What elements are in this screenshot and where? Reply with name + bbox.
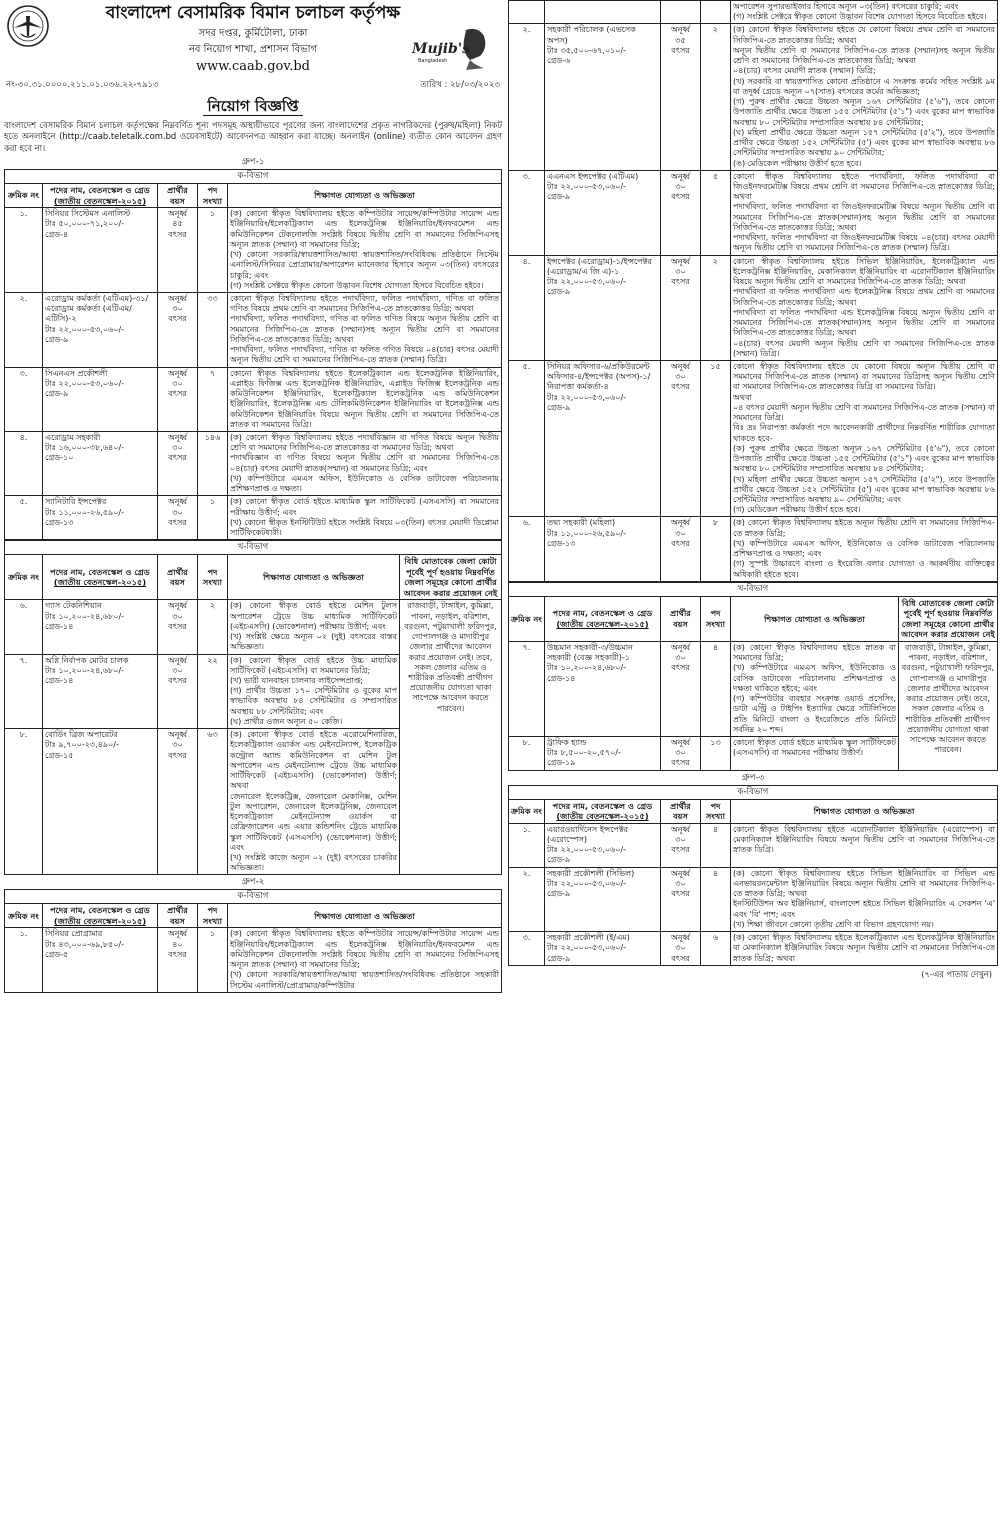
quota-note-cell: রাজবাড়ী, টাঙ্গাইল, কুমিল্লা, পাবনা, নড়াইল, বরিশাল, বরগুনা, পটুয়াখালী ফরিদপুর, গোপালগঞ্জ ও মাদারীপুর জেলার প্রার্থীদের আবেদন করার প্রয়োজন নেই। তবে, সকল জেলার এতিম ও শারীরিক প্রতিবন্ধী প্রার্থীগণ প্রয়োজনীয় যোগ্যতা থাকা সাপেক্ষে আবেদন করতে পারবেন। [400, 600, 502, 875]
serial-cell: ২. [509, 24, 545, 170]
age-cell: অনূর্ধ্ব ৩০ বৎসর [661, 867, 701, 931]
table-row [5, 367, 502, 431]
post-cell: এরোড্রাম সহকারী টাঃ ১৬,০০০-৩৮,৬৪০/- গ্রেড-১০ [43, 432, 158, 496]
table-header-row [5, 904, 502, 928]
age-cell: অনূর্ধ্ব ৩০ বৎসর [158, 729, 198, 875]
qualification-cell: (ক) কোনো স্বীকৃত বিশ্ববিদ্যালয় হইতে পদার্থবিজ্ঞান বা গণিত বিষয়ে অন্যূন দ্বিতীয় শ্রেণি বা সমমানের সিজিপিএ-তে স্নাতকোত্তর বা সমমানের ডিগ্রি; অথবা পদার্থবিজ্ঞান বা গণিত বিষয়ে অন্যূন দ্বিতীয় শ্রেণি বা সমমানের সিজিপিএ-তে ০৪(চার) বৎসর মেয়াদী স্নাতক(সম্মান) বা সমমানের ডিগ্রি; এবং (খ) কম্পিউটারে এমএস অফিস, ইউনিকোড ও বেসিক ডাটাবেজ পরিচালনায় প্রশিক্ষণপ্রাপ্ত ও দক্ষতা। [228, 432, 502, 496]
col-serial: ক্রমিক নং [5, 555, 43, 600]
mujib-logo-sub: Bangladesh [418, 58, 448, 64]
age-cell: অনূর্ধ্ব ৩০ বৎসর [158, 367, 198, 431]
left-column [4, 0, 502, 993]
serial-cell: ৪. [5, 432, 43, 496]
org-branch: নব নিয়োগ শাখা, প্রশাসন বিভাগ [188, 43, 318, 55]
count-cell: ৩৩ [198, 292, 228, 367]
serial-cell: ৪. [509, 255, 545, 360]
age-cell: অনূর্ধ্ব ৩০ বৎসর [158, 600, 198, 654]
group-2-ka-label: ক-বিভাগ [4, 889, 502, 903]
table-row [5, 600, 502, 654]
count-cell: ৫ [701, 170, 731, 255]
count-cell: ৮ [701, 517, 731, 581]
serial-cell: ৫. [5, 496, 43, 540]
group-3-label: গ্রুপ-৩ [741, 772, 765, 783]
qualification-cell: (ক) কোনো স্বীকৃত বিশ্ববিদ্যালয় হইতে স্নাতক বা সমমানের ডিগ্রি; (খ) কম্পিউটারে এমএস অফিস, ইউনিকোড ও বেসিক ডাটাবেজ পরিচালনায় প্রশিক্ষণপ্রাপ্ত ও দক্ষতা থাকিতে হইবে; এবং (গ) কম্পিউটার ব্যবহার সংক্রান্ত ওয়ার্ড প্রসেসিং, ডাটা এন্ট্রি ও টাইপিং ইত্যাদির ক্ষেত্রে সাঁটলিপিতে প্রতি মিনিটে বাংলা ও ইংরেজিতে প্রতি মিনিটে সর্বনিম্ন ২০ শব্দ। [731, 641, 899, 736]
group-3-ka-table [508, 799, 998, 966]
col-serial: ক্রমিক নং [509, 596, 545, 641]
post-cell: অগ্নি নির্বাপক মোটর চালক টাঃ ১০,২০০-২৪,৬৮০/- গ্রেড-১৪ [43, 654, 158, 729]
quota-note-cell: রাজবাড়ী, টাঙ্গাইল, কুমিল্লা, পাবনা, নড়াইল, বরিশাল, বরগুনা, পটুয়াখালী ফরিদপুর, গোপালগঞ্জ ও মাদারীপুর জেলার প্রার্থীদের আবেদন করার প্রয়োজন নেই। তবে, সকল জেলার এতিম ও শারীরিক প্রতিবন্ধী প্রার্থীগণ প্রয়োজনীয় যোগ্যতা থাকা সাপেক্ষে আবেদন করতে পারবেন। [899, 641, 998, 770]
group-1-kha-label: খ-বিভাগ [4, 540, 502, 554]
qualification-cell: (ক) কোনো স্বীকৃত বিশ্ববিদ্যালয় হইতে কম্পিউটার সায়েন্স/কম্পিউটার সায়েন্স এন্ড ইঞ্জিনিয়ারিং/ইলেকট্রিক্যাল এন্ড ইলেকট্রনিক্স ইঞ্জিনিয়ারিং/ইনফরমেশন এন্ড কমিউনিকেশন টেকনোলজি সংশ্লিষ্ট বিষয়ে দ্বিতীয় শ্রেণি বা সমমানের সিজিপিএসহ অন্যূন স্নাতক (সম্মান) বা সমমানের ডিগ্রি; (খ) কোনো সরকারি/স্বায়ত্তশাসিত/আধা স্বায়ত্তশাসিত/সংবিধিবদ্ধ প্রতিষ্ঠানে সহকারী সিস্টেম এনালিস্ট/প্রোগ্রামার/কম্পিউটার [228, 928, 502, 992]
count-cell: ১ [198, 208, 228, 293]
serial-cell: ৮. [5, 729, 43, 875]
group-2-kha-label: খ-বিভাগ [508, 582, 998, 596]
post-cell: বোর্ডিং ব্রিজ অপারেটর টাঃ ৯,৭০০-২৩,৪৯০/- গ্রেড-১৫ [43, 729, 158, 875]
count-cell: ২ [701, 255, 731, 360]
post-cell: গ্যাস টেকনিশিয়ান টাঃ ১০,২০০-২৪,৬৮০/- গ্রেড-১৪ [43, 600, 158, 654]
post-cell: ইন্সপেক্টর (এরোড্রাম)-১/ইন্সপেক্টর (এরোড্রাম/এ জি এ)-১ টাঃ ২২,০০০-৫৩,০৬০/- গ্রেড-৯ [545, 255, 661, 360]
table-header-row [509, 596, 998, 641]
count-cell: ৭ [198, 367, 228, 431]
group-1-label: গ্রুপ-১ [241, 157, 265, 168]
table-header-row [5, 184, 502, 208]
post-cell: এয়ারওয়ার্দিনেস ইন্সপেক্টর (এরোস্পেস) টাঃ ২২,০০০-৫৩,০৬০/- গ্রেড-৯ [545, 823, 661, 867]
post-cell: সিনিয়র প্রোগ্রামার টাঃ ৪৩,০০০-৬৯,৮৫০/- গ্রেড-৫ [43, 928, 158, 992]
age-cell: অনূর্ধ্ব ৩০ বৎসর [158, 292, 198, 367]
continued-note: (৭-এর পাতায় দেখুন) [921, 968, 992, 979]
qualification-cell: কোনো স্বীকৃত বিশ্ববিদ্যালয় হইতে যে কোনো বিষয়ে অন্যূন দ্বিতীয় শ্রেণি বা সমমানের সিজিপিএ-তে স্নাতক (সম্মান) বা সমমানের ডিগ্রিসহ অন্যূন দ্বিতীয় শ্রেণি বা সমমানের সিজিপিএ-তে স্নাতকোত্তর ডিগ্রি বা সমমানের ডিগ্রি। অথবা ০৪ বৎসর মেয়াদী অন্যূন দ্বিতীয় শ্রেণি বা সমমানের সিজিপিএ-তে স্নাতক (সম্মান) বা সমমানের ডিগ্রি। বিঃ দ্রঃ নিরাপত্তা কর্মকর্তা পদে আবেদনকারী প্রার্থীদের নিম্নবর্ণিত শারীরিক যোগ্যতা থাকতে হবে- (ক) পুরুষ প্রার্থীর ক্ষেত্রে উচ্চতা অন্যূন ১৬৭ সেন্টিমিটার (৫'৬"), তবে কোনো উপজাতি প্রার্থীর ক্ষেত্রে উচ্চতা ১৫৫ সেন্টিমিটার (৫'১") এবং বুকের মাপ স্বাভাবিক অবস্থায় ৮০ সেন্টিমিটার সম্প্রসারিত অবস্থায় ৮৪ সেন্টিমিটার; (খ) মহিলা প্রার্থীর ক্ষেত্রে উচ্চতা অন্যূন ১৫৭ সেন্টিমিটার (৫'২"), তবে উপজাতি প্রার্থীর ক্ষেত্রে উচ্চতা ১৫২ সেন্টিমিটার (৫') এবং বুকের মাপ স্বাভাবিক অবস্থায় ৮৬ সেন্টিমিটার সম্প্রসারিত অবস্থায় ৯০ সেন্টিমিটার; এবং (গ) মেডিকেল পরীক্ষায় উত্তীর্ণ হতে হবে। [731, 360, 998, 517]
notice-title: নিয়োগ বিজ্ঞপ্তি [4, 97, 502, 116]
org-website[interactable]: www.caab.gov.bd [196, 59, 310, 75]
caab-emblem-icon [6, 4, 50, 48]
col-quota: বিধি মোতাবেক জেলা কোটা পূর্বেই পূর্ণ হওয়ায় নিম্নবর্ণিত জেলা সমূহের কোনো প্রার্থীর আবেদন করার প্রয়োজন নেই [899, 596, 998, 641]
count-cell: ৬ [701, 932, 731, 966]
col-post: পদের নাম, বেতনস্কেল ও গ্রেড (জাতীয় বেতনস্কেল-২০১৫) [43, 904, 158, 928]
post-cell: সিএনএস প্রকৌশলী টাঃ ২২,০০০-৫৩,০৬০/- গ্রেড-৯ [43, 367, 158, 431]
serial-cell: ৬. [5, 600, 43, 654]
table-row [509, 932, 998, 966]
count-cell: ১ [198, 928, 228, 992]
right-column [508, 0, 998, 982]
table-row [509, 517, 998, 581]
post-cell: সিনিয়র সিস্টেমস এনালিস্ট টাঃ ৫০,০০০-৭১,২০০/- গ্রেড-৪ [43, 208, 158, 293]
age-cell: অনূর্ধ্ব ৩০ বৎসর [661, 641, 701, 736]
count-cell: ১৪৬ [198, 432, 228, 496]
group-2-kha-table [508, 596, 998, 771]
qualification-cell: কোনো স্বীকৃত বিশ্ববিদ্যালয় হইতে ইলেকট্রিক্যাল এন্ড ইলেকট্রনিক ইঞ্জিনিয়ারিং, এপ্লাইড ফিজিক্স এন্ড ইলেকট্রনিক ইঞ্জিনিয়ারিং, এপ্লাইড ফিজিক্স ইলেকট্রনিক এন্ড কমিউনিকেশন ইঞ্জিনিয়ারিং, ইলেকট্রিক্যাল ইলেকট্রনিক এন্ড কমিউনিকেশন ইঞ্জিনিয়ারিং, ইলেকট্রনিক্স এন্ড টেলিকমিউনিকেশন ইঞ্জিনিয়ারিং বা ইলেকট্রনিক্স এন্ড কমিউনিকেশন ইঞ্জিনিয়ারিং বিষয়ে অন্যূন দ্বিতীয় শ্রেণি বা সমমানের সিজিপিএ-তে স্নাতক বা সমমানের ডিগ্রি। [228, 367, 502, 431]
col-age: প্রার্থীর বয়স [158, 184, 198, 208]
qualification-cell: কোনো স্বীকৃত বিশ্ববিদ্যালয় হইতে পদার্থবিদ্যা, ফলিত পদার্থবিদ্যা বা জিওইনফরমেটিক্স বিষয়ে প্রথম শ্রেণি বা সমমানের সিজিপিএ-তে স্নাতকোত্তর ডিগ্রি; অথবা পদার্থবিদ্যা, ফলিত পদার্থবিদ্যা বা জিওইনফরমেটিক্স বিষয়ে অন্যূন দ্বিতীয় শ্রেণি বা সমমানের সিজিপিএ-তে স্নাতক(সম্মান)সহ অন্যূন দ্বিতীয় শ্রেণি বা সমমানের সিজিপিএ-তে স্নাতকোত্তর ডিগ্রি; অথবা পদার্থবিদ্যা, ফলিত পদার্থবিদ্যা বা জিওইনফরমেটিক্স বিষয়ে ০৪(চার) বৎসর মেয়াদী অন্যূন দ্বিতীয় শ্রেণি বা সমমানের সিজিপিএ-তে স্নাতক (সম্মান) ডিগ্রি। [731, 170, 998, 255]
col-count: পদ সংখ্যা [198, 904, 228, 928]
qualification-cell: (ক) কোনো স্বীকৃত বোর্ড হইতে মাধ্যমিক স্কুল সার্টিফিকেট (এসএসসি) বা সমমানের পরীক্ষায় উত্তীর্ণ; এবং (খ) কোনো স্বীকৃত ইনস্টিটিউট হইতে সংশ্লিষ্ট বিষয়ে ০৩(তিন) বৎসর মেয়াদী ডিপ্লোমা সার্টিফিকেটধারী। [228, 496, 502, 540]
serial-cell: ১. [5, 208, 43, 293]
org-title: বাংলাদেশ বেসামরিক বিমান চলাচল কর্তৃপক্ষ [105, 3, 401, 23]
count-cell: ৪ [701, 823, 731, 867]
serial-cell: ৩. [509, 932, 545, 966]
age-cell: অনূর্ধ্ব ৩০ বৎসর [158, 496, 198, 540]
age-cell: অনূর্ধ্ব ৩০ বৎসর [661, 255, 701, 360]
group-1-kha-table [4, 554, 502, 875]
org-address: সদর দপ্তর, কুর্মিটোলা, ঢাকা [198, 27, 308, 39]
count-cell: ১৩ [701, 737, 731, 771]
group-3-ka-label: ক-বিভাগ [508, 785, 998, 799]
col-age: প্রার্থীর বয়স [158, 555, 198, 600]
table-row [5, 292, 502, 367]
memo-line [4, 78, 502, 91]
mujib-centenary-logo-icon [410, 26, 492, 72]
qualification-cell: (ক) কোনো স্বীকৃত বিশ্ববিদ্যালয় হইতে যে কোনো বিষয়ে প্রথম শ্রেণি বা সমমানের সিজিপিএ-তে স্নাতকোত্তর ডিগ্রি; অথবা অন্যূন দ্বিতীয় শ্রেণি বা সমমানের সিজিপিএ-তে স্নাতক (সম্মান)সহ অন্যূন দ্বিতীয় শ্রেণি বা সমমানের সিজিপিএ-তে স্নাতকোত্তর ডিগ্রি; অথবা ০৪(চার) বৎসর মেয়াদী স্নাতক (সম্মান) ডিগ্রি; (খ) সরকারি বা স্বায়ত্তশাসিত কোনো প্রতিষ্ঠানে এ সংক্রান্ত কর্মের সহিত সংশ্লিষ্ট ৯ম বা তদূর্ধ্ব গ্রেডে অন্যূন ০৭(সাত) বৎসরের কর্মের অভিজ্ঞতা; (গ) পুরুষ প্রার্থীর ক্ষেত্রে উচ্চতা অন্যূন ১৬৭ সেন্টিমিটার (৫'৬"), তবে কোনো উপজাতি প্রার্থীর ক্ষেত্রে উচ্চতা ১৫৫ সেন্টিমিটার (৫'১") এবং বুকের মাপ স্বাভাবিক অবস্থায় ৮০ সেন্টিমিটার সম্প্রসারিত অবস্থায় ৮৪ সেন্টিমিটার; (ঘ) মহিলা প্রার্থীর ক্ষেত্রে উচ্চতা অন্যূন ১৫৭ সেন্টিমিটার (৫'২"), তবে উপজাতি প্রার্থীর ক্ষেত্রে উচ্চতা ১৫২ সেন্টিমিটার (৫') এবং বুকের মাপ স্বাভাবিক অবস্থায় ৮৬ সেন্টিমিটার সম্প্রসারিত অবস্থায় ৯০ সেন্টিমিটার; (ঙ) মেডিকেল পরীক্ষায় উত্তীর্ণ হতে হবে। [731, 24, 998, 170]
serial-cell: ৮. [509, 737, 545, 771]
col-age: প্রার্থীর বয়স [158, 904, 198, 928]
group-1-ka-table [4, 183, 502, 540]
qualification-cell: (ক) কোনো স্বীকৃত বোর্ড হইতে মেশিন টুলস অপারেশন ট্রেডে উচ্চ মাধ্যমিক সার্টিফিকেট (এইচএসসি) (ভোকেশনাল) পরীক্ষায় উত্তীর্ণ; এবং (খ) সংশ্লিষ্ট ক্ষেত্রে অন্যূন ০২ (দুই) বৎসরের বাস্তব অভিজ্ঞতা। [228, 600, 400, 654]
qualification-cell: কোনো স্বীকৃত বিশ্ববিদ্যালয় হইতে এরোনটিক্যাল ইঞ্জিনিয়ারিং (এরোস্পেস) বা মেকানিক্যাল ইঞ্জিনিয়ারিং বিষয়ে অন্যূন দ্বিতীয় শ্রেণি বা সমমানের সিজিপিএ-তে স্নাতক ডিগ্রি। [731, 823, 998, 867]
count-cell: ২ [198, 600, 228, 654]
group-2-ka-table [4, 903, 502, 992]
age-cell: অনূর্ধ্ব ৩৫ বৎসর [661, 24, 701, 170]
age-cell: অনূর্ধ্ব ৩০ বৎসর [661, 737, 701, 771]
count-cell: ২ [701, 24, 731, 170]
post-cell: উচ্চমান সহকারী-৩/উচ্চমান সহকারী (বেজ্ঞ সহকারী)-১ টাঃ ১০,২০০-২৪,৬৮০/- গ্রেড-১৪ [545, 641, 661, 736]
col-count: পদ সংখ্যা [701, 596, 731, 641]
serial-cell: ৫. [509, 360, 545, 517]
post-cell: ট্রাফিক হ্যান্ড টাঃ ৮,৫০০-২০,৫৭০/- গ্রেড-১৯ [545, 737, 661, 771]
table-row [5, 496, 502, 540]
serial-cell: ৬. [509, 517, 545, 581]
serial-cell: ২. [509, 867, 545, 931]
age-cell: অনূর্ধ্ব ৩০ বৎসর [661, 823, 701, 867]
age-cell: অনূর্ধ্ব ৩০ বৎসর [158, 654, 198, 729]
age-cell: অনূর্ধ্ব ৩০ বৎসর [661, 517, 701, 581]
table-row [5, 928, 502, 992]
col-serial: ক্রমিক নং [5, 904, 43, 928]
table-row [509, 823, 998, 867]
qualification-cell: কোনো স্বীকৃত বিশ্ববিদ্যালয় হইতে পদার্থবিদ্যা, ফলিত পদার্থবিদ্যা, গণিত বা ফলিত গণিত বিষয়ে প্রথম শ্রেণি বা সমমানের সিজিপিএ-তে স্নাতকোত্তর ডিগ্রি; অথবা পদার্থবিদ্যা, ফলিত পদার্থবিদ্যা, গণিত বা ফলিত গণিত বিষয়ে অন্যূন দ্বিতীয় শ্রেণি বা সমমানের সিজিপিএ-তে স্নাতক (সম্মান)সহ অন্যূন দ্বিতীয় শ্রেণি বা সমমানের সিজিপিএ-তে স্নাতকোত্তর ডিগ্রি; অথবা পদার্থবিদ্যা, ফলিত পদার্থবিদ্যা, গণিত বা ফলিত গণিত বিষয়ে ০৪(চার) বৎসর মেয়াদী অন্যূন দ্বিতীয় শ্রেণি বা সমমানের সিজিপিএ-তে স্নাতক (সম্মান) ডিগ্রি। [228, 292, 502, 367]
table-row [509, 641, 998, 736]
age-cell: অনূর্ধ্ব ৪০ বৎসর [158, 928, 198, 992]
col-count: পদ সংখ্যা [701, 799, 731, 823]
intro-paragraph: বাংলাদেশ বেসামরিক বিমান চলাচল কর্তৃপক্ষের নিম্নবর্ণিত শূন্য পদসমূহ অস্থায়ীভাবে পূরণের জন্য বাংলাদেশের প্রকৃত নাগরিকদের (পুরুষ/মহিলা) নিকট হতে অনলাইনে (http://caab.teletalk.com.bd ওয়েবসাইটে) আবেদনপত্র আহ্বান করা যাচ্ছে। অনলাইন (online) ব্যতীত কোন আবেদন গ্রহণ করা হবে না। [4, 120, 502, 153]
serial-cell: ৩. [5, 367, 43, 431]
table-row [509, 170, 998, 255]
qualification-cell: (ক) কোনো স্বীকৃত বোর্ড হইতে উচ্চ মাধ্যমিক সার্টিফিকেট (এইচএসসি) বা সমমানের ডিগ্রি; (খ) ভারী যানবাহন চালনার লাইসেন্সপ্রাপ্ত; (গ) প্রার্থীর উচ্চতা ১৭০ সেন্টিমিটার ও বুকের মাপ স্বাভাবিক অবস্থায় ৮৪ সেন্টিমিটার ও সম্প্রসারিত অবস্থায় ৮৮ সেন্টিমিটার; এবং (ঘ) প্রার্থীর ওজন অন্যূন ৫০ কেজি। [228, 654, 400, 729]
col-count: পদ সংখ্যা [198, 555, 228, 600]
post-cell: সহকারী পরিচালক (এভসেক অপস) টাঃ ৩৫,৫০০-৬৭,০১০/- গ্রেড-৬ [545, 24, 661, 170]
col-qualification: শিক্ষাগত যোগ্যতা ও অভিজ্ঞতা [228, 555, 400, 600]
post-cell: সহকারী প্রকৌশলী (সিভিল) টাঃ ২২,০০০-৫৩,০৬০/- গ্রেড-৯ [545, 867, 661, 931]
age-cell: অনূর্ধ্ব ৩০ বৎসর [661, 932, 701, 966]
age-cell: অনূর্ধ্ব ৩০ বৎসর [158, 432, 198, 496]
col-post: পদের নাম, বেতনস্কেল ও গ্রেড (জাতীয় বেতনস্কেল-২০১৫) [545, 596, 661, 641]
age-cell: অনূর্ধ্ব ৩০ বৎসর [661, 360, 701, 517]
col-post: পদের নাম, বেতনস্কেল ও গ্রেড (জাতীয় বেতনস্কেল-২০১৫) [545, 799, 661, 823]
col-serial: ক্রমিক নং [5, 184, 43, 208]
post-cell: এএনএস ইন্সপেক্টর (এটিএম) টাঃ ২২,০০০-৫৩,০৬০/- গ্রেড-৯ [545, 170, 661, 255]
serial-cell: ১. [509, 823, 545, 867]
post-cell: সিনিয়র অফিসার-৬/প্রকিউরমেন্ট অফিসার-৪/ইন্সপেক্টর (অপস)-১/নিরাপত্তা কর্মকর্তা-৪ টাঃ ২২,০০০-৫৩,০৬০/- গ্রেড-৯ [545, 360, 661, 517]
table-row [5, 208, 502, 293]
group-2-label: গ্রুপ-২ [241, 877, 265, 888]
count-cell: ২২ [198, 654, 228, 729]
count-cell: ৪ [701, 641, 731, 736]
serial-cell: ৭. [5, 654, 43, 729]
col-age: প্রার্থীর বয়স [661, 596, 701, 641]
qualification-cell: (ক) কোনো স্বীকৃত বিশ্ববিদ্যালয় হইতে ইলেকট্রিক্যাল এন্ড ইলেকট্রনিক ইঞ্জিনিয়ারিং বা মেকানিক্যাল ইঞ্জিনিয়ারিং বিষয়ে অন্যূন দ্বিতীয় শ্রেণি বা সমমানের সিজিপিএ-তে স্নাতক ডিগ্রি; অথবা [731, 932, 998, 966]
col-count: পদ সংখ্যা [198, 184, 228, 208]
group-2-ka-table-continued [508, 0, 998, 582]
post-cell: এরোড্রাম কর্মকর্তা (এটিএম)-৩১/এরোড্রাম কর্মকর্তা (এটিএম/এটিসি)-২ টাঃ ২২,০০০-৫৩,০৬০/- গ্রেড-৯ [43, 292, 158, 367]
memo-number: নং-৩০.৩১.০০০০.২১১.০১.০৩৬.২২-৭৯১৩ [6, 80, 159, 90]
age-cell: অনূর্ধ্ব ৪৫ বৎসর [158, 208, 198, 293]
post-cell: স্যানিটারি ইন্সপেক্টর টাঃ ১১,০০০-২৬,৫৯০/- গ্রেড-১৩ [43, 496, 158, 540]
serial-cell: ৩. [509, 170, 545, 255]
qualification-cell: কোনো স্বীকৃত বিশ্ববিদ্যালয় হইতে সিভিল ইঞ্জিনিয়ারিং, ইলেকট্রিক্যাল এন্ড ইলেকট্রনিক্স ইঞ্জিনিয়ারিং, মেকানিক্যাল ইঞ্জিনিয়ারিং বা এরোনটিক্যাল ইঞ্জিনিয়ারিং বিষয়ে অন্যূন দ্বিতীয় শ্রেণি বা সমমানের সিজিপিএ-তে স্নাতক ডিগ্রি; অথবা পদার্থবিদ্যা বা ফলিত পদার্থবিদ্যা এন্ড ইলেকট্রনিক্স বিষয়ে প্রথম শ্রেণি বা সমমানের সিজিপিএ-তে স্নাতকোত্তর ডিগ্রি; অথবা পদার্থবিদ্যা বা ফলিত পদার্থবিদ্যা এন্ড ইলেকট্রনিক্স বিষয়ে অন্যূন দ্বিতীয় শ্রেণি বা সমমানের সিজিপিএ-তে স্নাতক(সম্মান)সহ অন্যূন দ্বিতীয় শ্রেণি বা সমমানের সিজিপিএ-তে স্নাতকোত্তর ডিগ্রি; অথবা ০৪(চার) বৎসর মেয়াদী অন্যূন দ্বিতীয় শ্রেণি বা সমমানের সিজিপিএ-তে স্নাতক (সম্মান) ডিগ্রি। [731, 255, 998, 360]
serial-cell: ১. [5, 928, 43, 992]
table-row [509, 255, 998, 360]
table-row [509, 24, 998, 170]
count-cell: ৪ [701, 867, 731, 931]
col-age: প্রার্থীর বয়স [661, 799, 701, 823]
col-serial: ক্রমিক নং [509, 799, 545, 823]
continued-qualification: অপারেশন সুপারভাইজার হিসাবে অন্যূন ০৩(তিন) বৎসরের চাকুরি; এবং (গ) সংশ্লিষ্ট সেক্টরে স্বীকৃত কোনো উদ্ভাবন বিশেষ যোগ্যতা হিসবে বিবেচিত হইবে। [731, 1, 998, 24]
count-cell: ৬৩ [198, 729, 228, 875]
table-row [509, 360, 998, 517]
table-row [509, 1, 998, 24]
count-cell: ১ [198, 496, 228, 540]
serial-cell: ৭. [509, 641, 545, 736]
col-post: পদের নাম, বেতনস্কেল ও গ্রেড (জাতীয় বেতনস্কেল-২০১৫) [43, 555, 158, 600]
table-header-row [509, 799, 998, 823]
col-quota: বিধি মোতাবেক জেলা কোটা পূর্বেই পূর্ণ হওয়ায় নিম্নবর্ণিত জেলা সমূহের কোনো প্রার্থীর আবেদন করার প্রয়োজন নেই [400, 555, 502, 600]
qualification-cell: কোনো স্বীকৃত বোর্ড হইতে মাধ্যমিক স্কুল সার্টিফিকেট (এসএসসি) বা সমমানের পরীক্ষায় উত্তীর্ণ। [731, 737, 899, 771]
page-header [4, 0, 502, 78]
qualification-cell: (ক) কোনো স্বীকৃত বিশ্ববিদ্যালয় হইতে সিভিল ইঞ্জিনিয়ারিং বা সিভিল এন্ড এনভায়রনমেন্টাল ইঞ্জিনিয়ারিং বিষয়ে অন্যূন দ্বিতীয় শ্রেণি বা সমমানের সিজিপিএ-তে স্নাতক ডিগ্রি; অথবা ইনস্টিটিউশন অব ইঞ্জিনিয়ার্স, বাংলাদেশ হইতে সিভিল ইঞ্জিনিয়ারিং এ সেকশন 'এ' এবং 'বি' পাশ; এবং (খ) শিক্ষা জীবনে কোনো তৃতীয় শ্রেণি বা বিভাগ গ্রহণযোগ্য নয়। [731, 867, 998, 931]
col-qualification: শিক্ষাগত যোগ্যতা ও অভিজ্ঞতা [731, 596, 899, 641]
table-row [5, 432, 502, 496]
memo-date: তারিখ : ২৮/০৩/২০২৩ [420, 80, 500, 90]
table-header-row [5, 555, 502, 600]
qualification-cell: (ক) কোনো স্বীকৃত বিশ্ববিদ্যালয় হইতে অন্যূন দ্বিতীয় শ্রেণি বা সমমানের সিজিপিএ-তে স্নাতক ডিগ্রি; (খ) কম্পিউটারে এমএস অফিস, ইউনিকোড ও বেসিক ডাটাবেজ পরিচালনায় প্রশিক্ষণপ্রাপ্ত ও দক্ষতা; এবং (গ) সুস্পষ্ট উচ্চারণে বাংলা ও ইংরেজি বলার যোগ্যতা ও আকর্ষণীয় ব্যক্তিত্বের অধিকারী হইতে হবে। [731, 517, 998, 581]
qualification-cell: (ক) কোনো স্বীকৃত বোর্ড হইতে এরোমেশিনারিজ, ইলেকট্রিক্যাল ওয়ার্কস এন্ড মেইনটেন্যান্স, ইলেকট্রিক কন্ট্রোল অ্যান্ড কমিউনিকেশন বা মেশিন টুল অপারেশন এন্ড মেইনটেন্যান্স ট্রেডে উচ্চ মাধ্যমিক সার্টিফিকেট (এইচএসসি) (ভোকেশনাল) উত্তীর্ণ; অথবা জেনারেল ইলেকট্রিক্স, জেনারেল মেকানিক্স, মেশিন টুল অপারেশন, জেনারেল ইলেকট্রনিক্স, জেনারেল ইলেকট্রিক্যাল মেইনটেন্যান্স ওয়ার্কস বা রেফ্রিজারেশন এন্ড এয়ার কন্ডিশনিং ট্রেডে মাধ্যমিক স্কুল সার্টিফিকেট (এসএসসি) (ভোকেশনাল) উত্তীর্ণ; এবং (খ) সংশ্লিষ্ট কাজে অন্যূন ০২ (দুই) বৎসরের চাকরির অভিজ্ঞতা। [228, 729, 400, 875]
col-post: পদের নাম, বেতনস্কেল ও গ্রেড (জাতীয় বেতনস্কেল-২০১৫) [43, 184, 158, 208]
post-cell: তথ্য সহকারী (মহিলা) টাঃ ১১,০০০-২৬,৫৯০/- গ্রেড-১৩ [545, 517, 661, 581]
col-qualification: শিক্ষাগত যোগ্যতা ও অভিজ্ঞতা [228, 904, 502, 928]
post-cell: সহকারী প্রকৌশলী (ই/এম) টাঃ ২২,০০০-৫৩,০৬০/- গ্রেড-৯ [545, 932, 661, 966]
qualification-cell: (ক) কোনো স্বীকৃত বিশ্ববিদ্যালয় হইতে কম্পিউটার সায়েন্স/কম্পিউটার সায়েন্স এন্ড ইঞ্জিনিয়ারিং/ইলেকট্রিক্যাল এন্ড ইলেকট্রনিক্স ইঞ্জিনিয়ারিং/ইনফরমেশন এন্ড কমিউনিকেশন টেকনোলজি সংশ্লিষ্ট বিষয়ে দ্বিতীয় শ্রেণি বা সমমানের সিজিপিএসহ অন্যূন স্নাতক (সম্মান) বা সমমানের ডিগ্রি; (খ) কোনো সরকারি/স্বায়ত্তশাসিত/আধা স্বায়ত্তশাসিত/সংবিধিবদ্ধ প্রতিষ্ঠানে সিস্টেম এনালিস্ট/সিনিয়র প্রোগ্রামার/অপারেশন ম্যানেজার হিসাবে অন্যূন ০৩(তিন) বৎসরের চাকুরি; এবং (গ) সংশ্লিষ্ট সেক্টরে স্বীকৃত কোনো উদ্ভাবন বিশেষ যোগ্যতা হিসবে বিবেচিত হইবে। [228, 208, 502, 293]
mujib-logo-text: Mujib's [412, 41, 471, 57]
col-qualification: শিক্ষাগত যোগ্যতা ও অভিজ্ঞতা [731, 799, 998, 823]
group-1-ka-label: ক-বিভাগ [4, 169, 502, 183]
serial-cell: ২. [5, 292, 43, 367]
table-row [509, 867, 998, 931]
col-qualification: শিক্ষাগত যোগ্যতা ও অভিজ্ঞতা [228, 184, 502, 208]
age-cell: অনূর্ধ্ব ৩০ বৎসর [661, 170, 701, 255]
count-cell: ১৫ [701, 360, 731, 517]
